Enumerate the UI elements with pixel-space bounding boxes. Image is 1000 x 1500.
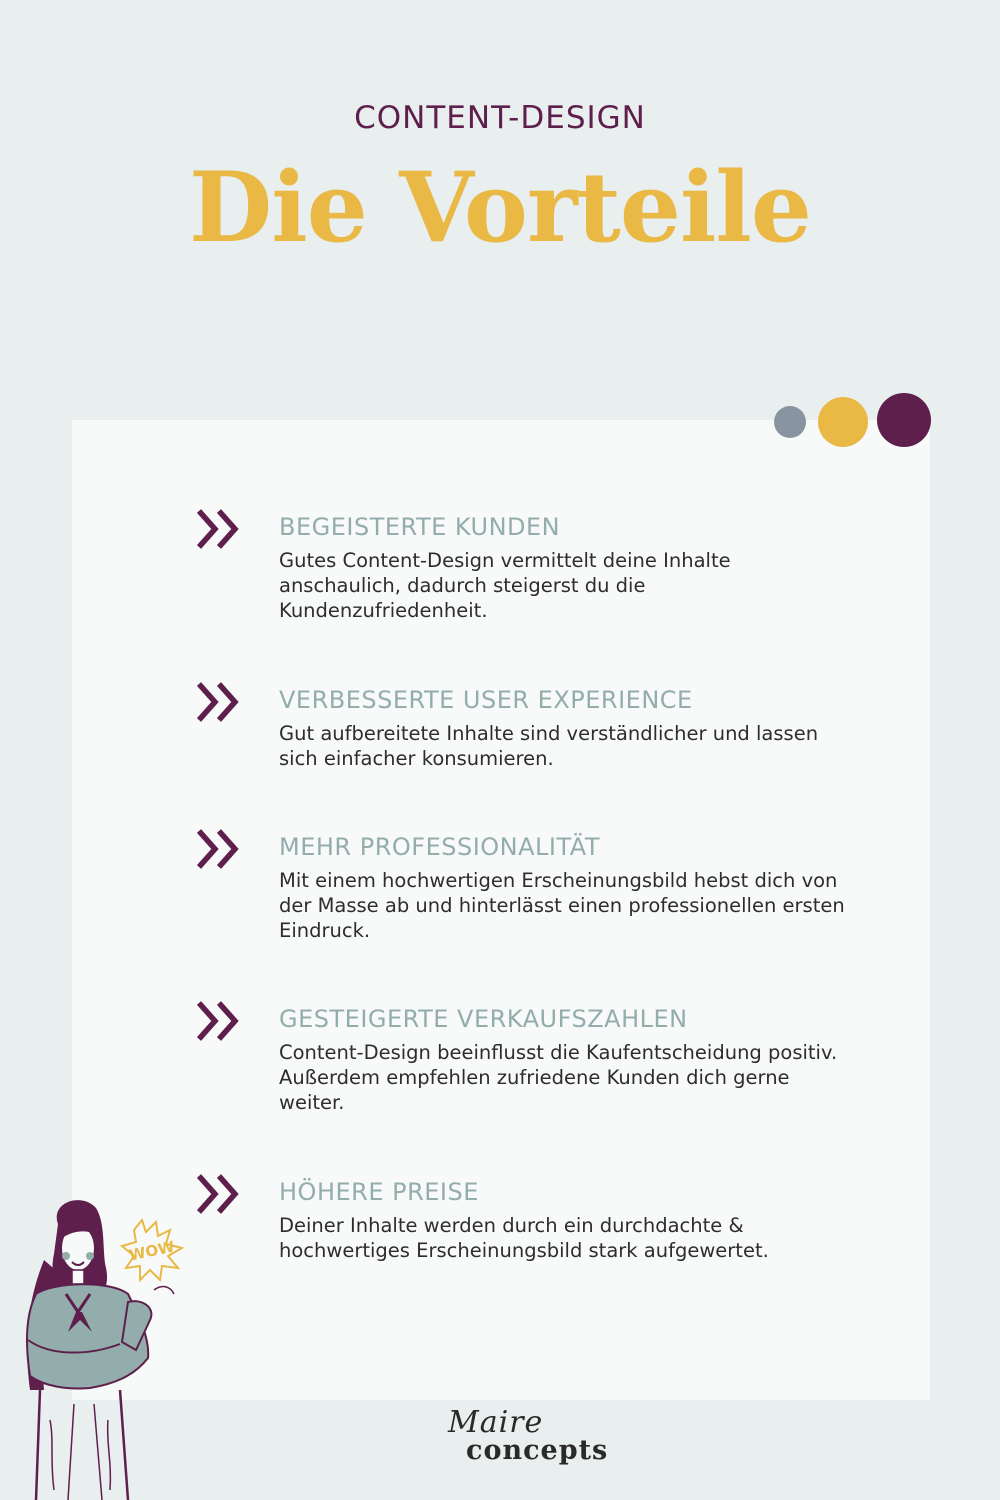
grey-dot-icon <box>774 406 806 438</box>
double-chevron-icon <box>195 827 243 871</box>
benefit-title: HÖHERE PREISE <box>279 1178 479 1206</box>
gold-dot-icon <box>818 397 868 447</box>
wow-bubble-text: WOW <box>127 1237 177 1265</box>
benefit-title: MEHR PROFESSIONALITÄT <box>279 833 600 861</box>
benefit-title: BEGEISTERTE KUNDEN <box>279 513 561 541</box>
benefit-text: Mit einem hochwertigen Erscheinungsbild hebst dich von der Masse ab und hinterlässt einen professionellen ersten Eindruck. <box>279 869 845 942</box>
eyebrow-heading: CONTENT-DESIGN <box>354 100 646 136</box>
brand-logo <box>440 1405 610 1485</box>
double-chevron-icon <box>195 507 243 551</box>
logo-script: Maire <box>448 1405 544 1440</box>
plum-dot-icon <box>877 393 931 447</box>
double-chevron-icon <box>195 999 243 1043</box>
benefit-title: GESTEIGERTE VERKAUFSZAHLEN <box>279 1005 688 1033</box>
benefit-title: VERBESSERTE USER EXPERIENCE <box>279 686 693 714</box>
benefit-text: Gutes Content-Design vermittelt deine Inhalte anschaulich, dadurch steigerst du die Kundenzufriedenheit. <box>279 549 731 622</box>
benefit-text: Deiner Inhalte werden durch ein durchdachte & hochwertiges Erscheinungsbild stark aufgewertet. <box>279 1214 769 1262</box>
logo-main: concepts <box>466 1435 609 1466</box>
page-title: Die Vorteile <box>189 151 811 264</box>
benefit-text: Content-Design beeinflusst die Kaufentscheidung positiv. Außerdem empfehlen zufriedene Kunden dich gerne weiter. <box>279 1041 838 1114</box>
benefit-text: Gut aufbereitete Inhalte sind verständlicher und lassen sich einfacher konsumieren. <box>279 722 819 770</box>
double-chevron-icon <box>195 680 243 724</box>
woman-illustration <box>10 1190 210 1500</box>
